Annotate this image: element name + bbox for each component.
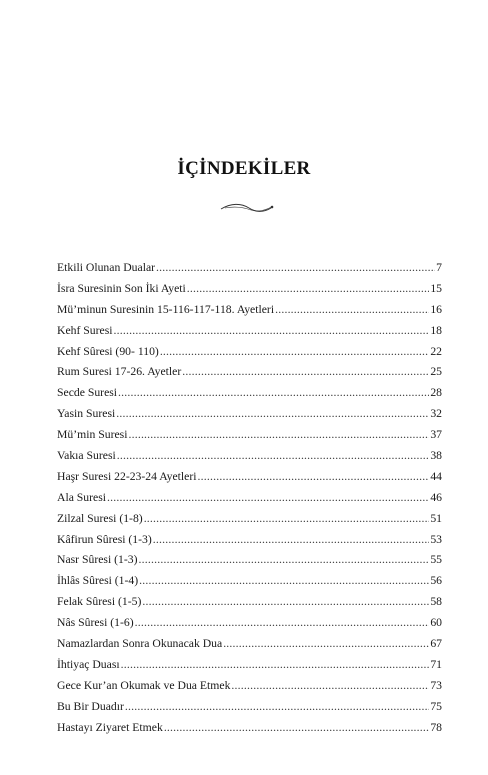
toc-entry[interactable]	[57, 446, 442, 467]
toc-entry[interactable]	[57, 404, 442, 425]
toc-entry[interactable]	[57, 550, 442, 571]
dot-leader	[139, 571, 429, 592]
toc-entry-page-number: 15	[430, 281, 442, 295]
toc-entry[interactable]	[57, 258, 442, 279]
toc-entry-title: Ala Suresi	[57, 490, 107, 504]
toc-entry-title: Vakıa Suresi	[57, 449, 116, 463]
toc-entry-title: Kâfirun Sûresi (1-3)	[57, 532, 152, 546]
toc-entry-page-number: 53	[430, 532, 442, 546]
toc-entry[interactable]	[57, 530, 442, 551]
toc-entry-page-number: 37	[430, 428, 442, 442]
dot-leader	[118, 383, 429, 404]
toc-entry[interactable]	[57, 697, 442, 718]
toc-entry-page-number: 18	[430, 323, 442, 337]
table-of-contents	[57, 258, 442, 738]
toc-entry[interactable]	[57, 321, 442, 342]
dot-leader	[164, 718, 430, 739]
toc-entry-title: Hastayı Ziyaret Etmek	[57, 720, 163, 734]
toc-entry-page-number: 58	[430, 595, 442, 609]
toc-entry[interactable]	[57, 383, 442, 404]
dot-leader	[144, 509, 430, 530]
toc-entry[interactable]	[57, 634, 442, 655]
page-title: İÇİNDEKİLER	[177, 158, 311, 179]
toc-entry-page-number: 73	[430, 678, 442, 692]
dot-leader	[114, 321, 430, 342]
dot-leader	[142, 592, 429, 613]
dot-leader	[128, 425, 429, 446]
toc-entry-title: Nasr Sûresi (1-3)	[57, 553, 138, 567]
toc-entry-page-number: 16	[430, 302, 442, 316]
toc-entry-page-number: 22	[430, 344, 442, 358]
toc-entry[interactable]	[57, 718, 442, 739]
toc-entry[interactable]	[57, 655, 442, 676]
toc-entry-title: Gece Kur’an Okumak ve Dua Etmek	[57, 678, 231, 692]
toc-entry-title: Zilzal Suresi (1-8)	[57, 511, 143, 525]
toc-entry[interactable]	[57, 342, 442, 363]
toc-entry-title: Secde Suresi	[57, 386, 118, 400]
toc-entry-page-number: 7	[436, 261, 442, 274]
toc-entry[interactable]	[57, 509, 442, 530]
toc-entry-title: Yasin Suresi	[57, 407, 116, 421]
dot-leader	[223, 634, 429, 655]
toc-entry-title: Haşr Suresi 22-23-24 Ayetleri	[57, 469, 197, 483]
dot-leader	[121, 655, 430, 676]
toc-entry-title: Nâs Sûresi (1-6)	[57, 616, 134, 630]
toc-entry-page-number: 38	[430, 449, 442, 463]
toc-entry-page-number: 56	[430, 574, 442, 588]
toc-entry-title: Rum Suresi 17-26. Ayetler	[57, 365, 182, 379]
toc-entry-title: Etkili Olunan Dualar	[57, 261, 156, 274]
dot-leader	[275, 300, 429, 321]
decorative-swash-icon	[219, 200, 275, 216]
toc-entry-page-number: 32	[430, 407, 442, 421]
dot-leader	[117, 446, 430, 467]
toc-entry[interactable]	[57, 300, 442, 321]
toc-entry-page-number: 78	[430, 720, 442, 734]
dot-leader	[197, 467, 429, 488]
toc-entry-page-number: 51	[430, 511, 442, 525]
dot-leader	[187, 279, 430, 300]
toc-entry-page-number: 25	[430, 365, 442, 379]
dot-leader	[139, 550, 430, 571]
toc-entry-title: Felak Sûresi (1-5)	[57, 595, 142, 609]
toc-entry[interactable]	[57, 488, 442, 509]
dot-leader	[107, 488, 429, 509]
dot-leader	[153, 530, 430, 551]
toc-entry-title: Mü’minun Suresinin 15-116-117-118. Ayetleri	[57, 302, 275, 316]
toc-entry-title: İhtiyaç Duası	[57, 657, 120, 671]
toc-entry-title: Namazlardan Sonra Okunacak Dua	[57, 637, 223, 651]
dot-leader	[160, 342, 430, 363]
dot-leader	[135, 613, 430, 634]
dot-leader	[125, 697, 429, 718]
toc-entry-page-number: 75	[430, 699, 442, 713]
dot-leader	[116, 404, 429, 425]
dot-leader	[231, 676, 429, 697]
toc-entry-title: Bu Bir Duadır	[57, 699, 124, 713]
toc-entry-page-number: 55	[430, 553, 442, 567]
toc-entry-page-number: 28	[430, 386, 442, 400]
dot-leader	[156, 258, 435, 279]
toc-entry[interactable]	[57, 425, 442, 446]
toc-entry-title: İsra Suresinin Son İki Ayeti	[57, 281, 186, 295]
toc-entry[interactable]	[57, 571, 442, 592]
toc-entry-page-number: 46	[430, 490, 442, 504]
toc-entry-title: İhlâs Sûresi (1-4)	[57, 574, 139, 588]
dot-leader	[182, 362, 429, 383]
toc-entry[interactable]	[57, 592, 442, 613]
toc-entry-title: Kehf Sûresi (90- 110)	[57, 344, 159, 358]
toc-entry[interactable]	[57, 362, 442, 383]
toc-entry[interactable]	[57, 676, 442, 697]
toc-entry-title: Mü’min Suresi	[57, 428, 128, 442]
toc-entry[interactable]	[57, 279, 442, 300]
toc-entry[interactable]	[57, 467, 442, 488]
toc-entry-page-number: 71	[430, 657, 442, 671]
toc-entry-page-number: 67	[430, 637, 442, 651]
toc-entry-page-number: 60	[430, 616, 442, 630]
toc-entry-page-number: 44	[430, 469, 442, 483]
toc-entry-title: Kehf Suresi	[57, 323, 113, 337]
toc-entry[interactable]	[57, 613, 442, 634]
